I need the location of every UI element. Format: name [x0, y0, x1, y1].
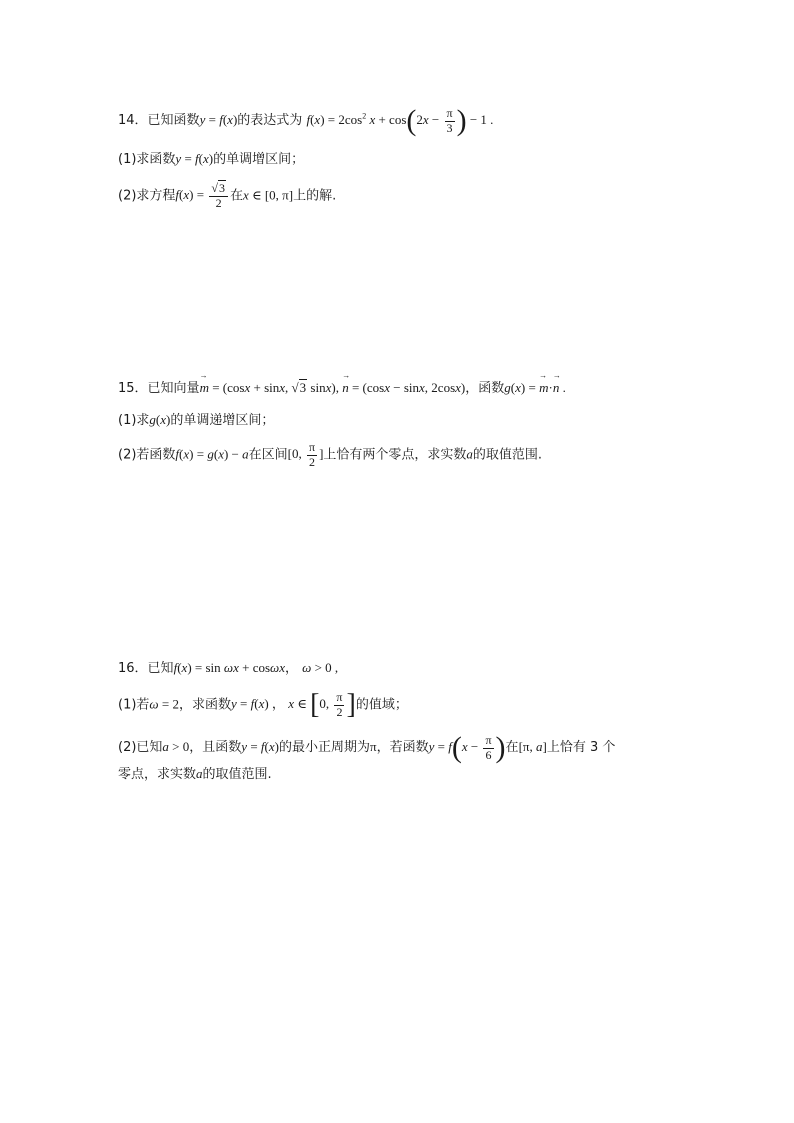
part-text: 在: [505, 739, 519, 755]
part-text: 上的解.: [293, 188, 337, 204]
problem-number: 14．: [118, 112, 148, 128]
part-text: ，若函数: [376, 739, 429, 755]
part-text: 的单调递增区间；: [170, 413, 275, 428]
problem-text: ，: [284, 661, 298, 676]
math-expr: y = f(x): [241, 738, 279, 754]
math-expr: [0, $\frac{\pi}{2}$ ]: [287, 440, 324, 469]
math-expr: → m = (cosx + sinx, √3 sinx), → n = (cosx − sinx, 2cosx): [200, 380, 466, 395]
part-label: (1)若: [118, 697, 150, 713]
part-text: 的单调增区间；: [213, 152, 305, 167]
part-text: 在区间: [248, 447, 288, 463]
math-expr: ω = 2: [149, 696, 179, 712]
problem-number: 15．: [118, 381, 148, 396]
math-expr: $f(x) = 2\cos^2$ x + cos(2x − $\frac{\pi}{3}$ ) − 1 .: [306, 104, 494, 137]
math-expr: ω > 0 ,: [302, 660, 339, 675]
problem-number: 16．: [118, 661, 148, 676]
part-label: (1)求: [118, 413, 150, 428]
part-label: (2)若函数: [118, 447, 176, 463]
problem-text: 的表达式为: [237, 112, 303, 128]
problem-text: 已知向量: [147, 381, 200, 396]
part-text: 上恰有两个零点，求实数: [323, 447, 467, 463]
part-text: 的取值范围.: [202, 767, 272, 782]
problem-15-part1: [118, 413, 274, 427]
math-expr: y = f(x): [175, 151, 214, 166]
part-label: (2)求方程: [118, 188, 176, 204]
problem-14-part1: [118, 152, 304, 166]
math-expr: [π, a]: [518, 738, 547, 754]
part-text: 的最小正周期为: [279, 739, 371, 755]
math-expr: g(x) = → m·→ n .: [504, 380, 566, 395]
problem-text: 已知函数: [147, 112, 200, 128]
problem-14-statement: [118, 106, 493, 136]
problem-text: 已知: [147, 661, 174, 676]
part-text: 上恰有 3 个: [546, 739, 616, 755]
math-expr: f(x) = g(x) − a: [175, 446, 249, 462]
part-label: (1)求函数: [118, 152, 176, 167]
problem-14-part2: [118, 182, 336, 211]
problem-15-statement: [118, 381, 566, 395]
math-expr: a: [466, 446, 473, 462]
problem-16-part1: [118, 691, 408, 720]
part-text: 在: [229, 188, 243, 204]
math-expr: y = f(x) ， x ∈ [0, $\frac{\pi}{2}$ ]: [230, 689, 356, 721]
problem-16-part2: [118, 733, 615, 763]
part-text: 的值域；: [355, 697, 408, 713]
part-text: ，求函数: [178, 697, 231, 713]
math-expr: a > 0: [162, 738, 190, 754]
math-expr: y = f(x − $\frac{\pi}{6}$ ): [428, 731, 506, 764]
math-expr: y = f(x): [199, 111, 238, 127]
math-expr: g(x): [149, 412, 171, 427]
problem-16-statement: [118, 661, 338, 675]
math-expr: f(x) = $\frac{√3}{2}$: [175, 187, 230, 202]
math-expr: x ∈ [0, π]: [242, 187, 294, 203]
part-text: 零点，求实数: [118, 767, 197, 782]
problem-15-part2: [118, 441, 542, 470]
part-text: 的取值范围.: [472, 447, 543, 463]
part-text: ，且函数: [189, 739, 242, 755]
math-expr: a: [196, 766, 203, 781]
part-label: (2)已知: [118, 739, 163, 755]
math-expr: f(x) = sin ωx + cosωx: [173, 660, 285, 675]
math-expr: π: [370, 738, 377, 754]
problem-16-part2-cont: [118, 767, 272, 781]
problem-text: ，函数: [465, 381, 505, 396]
